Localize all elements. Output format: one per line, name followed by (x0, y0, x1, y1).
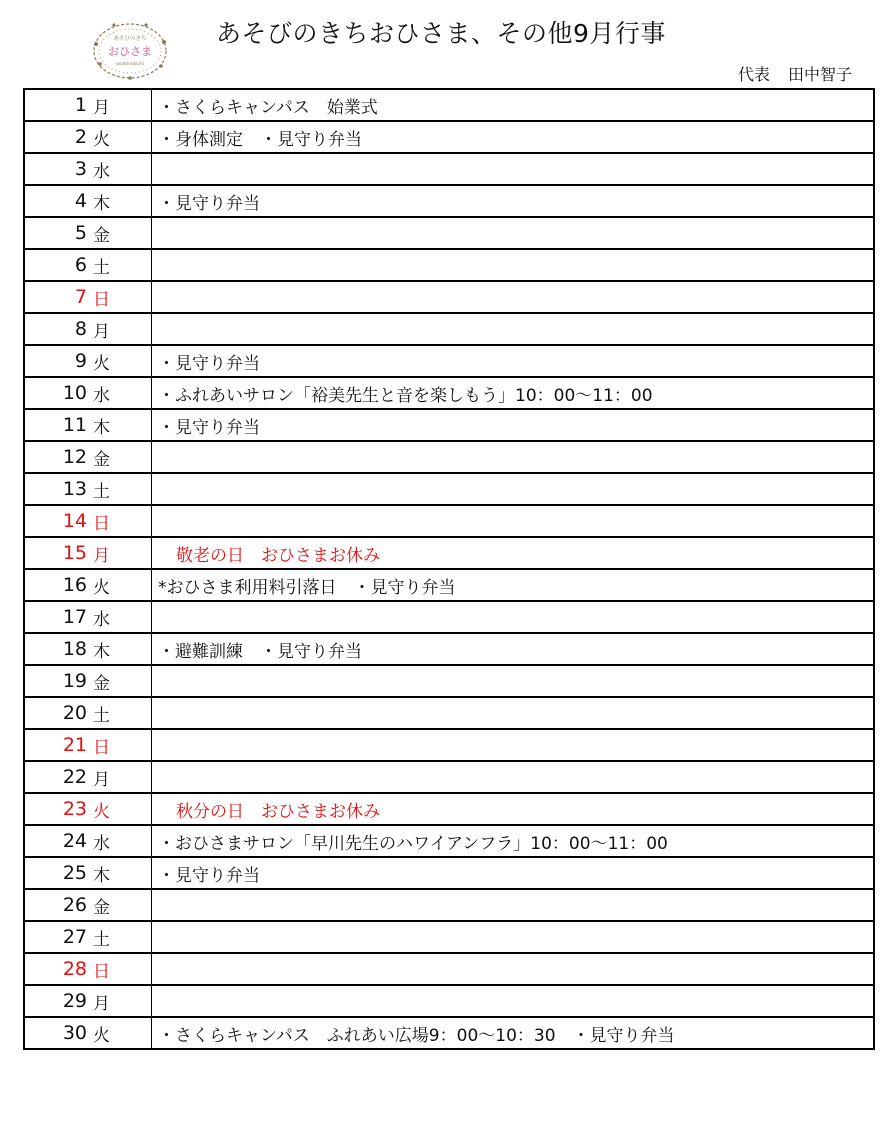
event-cell (152, 441, 875, 473)
calendar-row (24, 601, 874, 633)
weekday: 水 (89, 377, 152, 409)
event-cell: ・見守り弁当 (152, 409, 875, 441)
day-number: 20 (24, 697, 89, 729)
weekday: 水 (89, 825, 152, 857)
event-cell: ・見守り弁当 (152, 857, 875, 889)
event-cell (152, 889, 875, 921)
calendar-row (24, 185, 874, 217)
weekday: 月 (89, 985, 152, 1017)
weekday: 火 (89, 569, 152, 601)
day-number: 4 (24, 185, 89, 217)
event-cell (152, 729, 875, 761)
calendar-row (24, 985, 874, 1017)
event-cell (152, 505, 875, 537)
day-number: 14 (24, 505, 89, 537)
day-number: 12 (24, 441, 89, 473)
calendar-row (24, 793, 874, 825)
day-number: 2 (24, 121, 89, 153)
weekday: 月 (89, 313, 152, 345)
calendar-row (24, 665, 874, 697)
event-cell: ・見守り弁当 (152, 185, 875, 217)
calendar-row (24, 889, 874, 921)
day-number: 5 (24, 217, 89, 249)
calendar-row (24, 953, 874, 985)
calendar-row (24, 569, 874, 601)
day-number: 28 (24, 953, 89, 985)
day-number: 9 (24, 345, 89, 377)
day-number: 30 (24, 1017, 89, 1049)
weekday: 木 (89, 857, 152, 889)
calendar-row (24, 473, 874, 505)
event-cell: 敬老の日 おひさまお休み (152, 537, 875, 569)
calendar-row (24, 377, 874, 409)
day-number: 15 (24, 537, 89, 569)
calendar-row (24, 537, 874, 569)
day-number: 29 (24, 985, 89, 1017)
calendar-row (24, 729, 874, 761)
event-cell (152, 601, 875, 633)
weekday: 土 (89, 697, 152, 729)
weekday: 土 (89, 249, 152, 281)
calendar-row (24, 761, 874, 793)
event-cell (152, 697, 875, 729)
event-cell (152, 249, 875, 281)
weekday: 金 (89, 441, 152, 473)
day-number: 6 (24, 249, 89, 281)
logo-top-text: あそびのきち (113, 36, 147, 42)
calendar-row (24, 825, 874, 857)
day-number: 8 (24, 313, 89, 345)
weekday: 日 (89, 729, 152, 761)
calendar-row (24, 697, 874, 729)
representative-role: 代表 (738, 65, 771, 84)
weekday: 水 (89, 601, 152, 633)
event-cell (152, 313, 875, 345)
day-number: 16 (24, 569, 89, 601)
weekday: 火 (89, 1017, 152, 1049)
representative-name: 田中智子 (788, 65, 853, 84)
event-cell: 秋分の日 おひさまお休み (152, 793, 875, 825)
weekday: 水 (89, 153, 152, 185)
weekday: 木 (89, 409, 152, 441)
day-number: 7 (24, 281, 89, 313)
calendar-row (24, 633, 874, 665)
event-cell: ・おひさまサロン「早川先生のハワイアンフラ」10：00〜11：00 (152, 825, 875, 857)
calendar-table (23, 88, 875, 1050)
weekday: 月 (89, 89, 152, 121)
calendar-row (24, 921, 874, 953)
weekday: 日 (89, 505, 152, 537)
event-cell: *おひさま利用料引落日 ・見守り弁当 (152, 569, 875, 601)
calendar-row (24, 409, 874, 441)
event-cell (152, 217, 875, 249)
day-number: 25 (24, 857, 89, 889)
event-cell (152, 953, 875, 985)
day-number: 23 (24, 793, 89, 825)
calendar-row (24, 505, 874, 537)
event-cell: ・さくらキャンパス ふれあい広場9：00〜10：30 ・見守り弁当 (152, 1017, 875, 1049)
weekday: 土 (89, 473, 152, 505)
weekday: 火 (89, 345, 152, 377)
page-title: あそびのきちおひさま、その他9月行事 (216, 19, 666, 48)
day-number: 17 (24, 601, 89, 633)
weekday: 月 (89, 537, 152, 569)
day-number: 1 (74, 94, 87, 116)
event-cell (152, 665, 875, 697)
logo-bottom-text: asobinokichi (116, 62, 144, 67)
logo-main-text: おひさま (108, 45, 152, 58)
calendar-row (24, 89, 874, 121)
calendar-body (24, 89, 874, 1049)
weekday: 日 (89, 281, 152, 313)
weekday: 土 (89, 921, 152, 953)
day-number: 26 (24, 889, 89, 921)
day-number: 21 (24, 729, 89, 761)
day-number: 24 (24, 825, 89, 857)
calendar-row (24, 345, 874, 377)
day-number: 10 (24, 377, 89, 409)
day-number: 27 (24, 921, 89, 953)
calendar-row (24, 1017, 874, 1049)
calendar-row (24, 857, 874, 889)
day-number: 18 (24, 633, 89, 665)
weekday: 火 (89, 793, 152, 825)
day-number: 19 (24, 665, 89, 697)
weekday: 金 (89, 889, 152, 921)
weekday: 金 (89, 665, 152, 697)
event-cell (152, 761, 875, 793)
weekday: 金 (89, 217, 152, 249)
representative (738, 62, 852, 85)
event-cell (152, 473, 875, 505)
calendar-row (24, 121, 874, 153)
day-number: 22 (24, 761, 89, 793)
weekday: 日 (89, 953, 152, 985)
calendar-row (24, 281, 874, 313)
weekday: 火 (89, 121, 152, 153)
day-number: 13 (24, 473, 89, 505)
event-cell: ・見守り弁当 (152, 345, 875, 377)
weekday: 月 (89, 761, 152, 793)
event-cell (152, 281, 875, 313)
weekday: 木 (89, 633, 152, 665)
event-cell: ・身体測定 ・見守り弁当 (152, 121, 875, 153)
logo-wreath (84, 14, 176, 86)
event-cell (152, 921, 875, 953)
calendar-row (24, 249, 874, 281)
calendar-row (24, 313, 874, 345)
calendar-row (24, 441, 874, 473)
weekday: 木 (89, 185, 152, 217)
event-cell (152, 985, 875, 1017)
calendar-row (24, 217, 874, 249)
event-cell (152, 153, 875, 185)
event-cell: ・ふれあいサロン「裕美先生と音を楽しもう」10：00〜11：00 (152, 377, 875, 409)
day-number: 11 (24, 409, 89, 441)
day-number: 3 (24, 153, 89, 185)
event-cell: ・避難訓練 ・見守り弁当 (152, 633, 875, 665)
calendar-row (24, 153, 874, 185)
event-cell: ・さくらキャンパス 始業式 (158, 97, 378, 118)
